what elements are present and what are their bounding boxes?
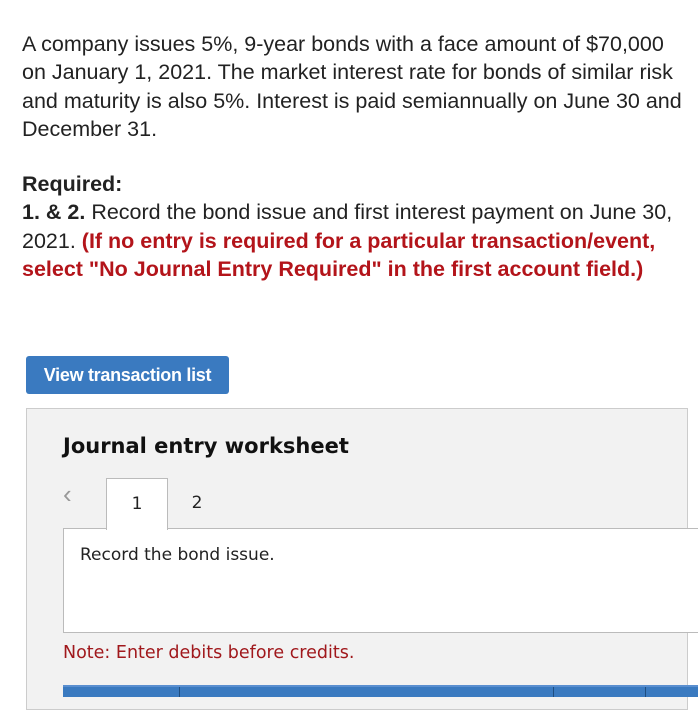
tab-2[interactable]: 2	[191, 493, 203, 513]
chevron-left-icon[interactable]: ‹	[63, 479, 72, 509]
instruction-note: (If no entry is required for a particular transaction/event, select "No Journal Entry Required" in the first account field.)	[22, 228, 656, 281]
journal-entry-worksheet	[26, 408, 688, 710]
required-section	[22, 170, 682, 283]
worksheet-title: Journal entry worksheet	[63, 434, 349, 458]
instruction: Record the bond issue and first interest payment on June 30, 2021.	[22, 200, 673, 253]
tab-1[interactable]: 1	[106, 478, 168, 530]
entry-description: Record the bond issue.	[80, 545, 275, 565]
journal-table-header	[63, 685, 698, 697]
view-transaction-list-button[interactable]: View transaction list	[26, 356, 229, 394]
required-heading: Required:	[22, 172, 123, 196]
debits-note: Note: Enter debits before credits.	[63, 643, 355, 663]
question-text: A company issues 5%, 9-year bonds with a face amount of $70,000 on January 1, 2021. The market interest rate for bonds of similar risk and maturity is also 5%. Interest is paid semiannually on June 30 and December 31.	[22, 32, 682, 141]
entry-description-box	[63, 528, 698, 633]
part-label: 1. & 2.	[22, 200, 86, 225]
